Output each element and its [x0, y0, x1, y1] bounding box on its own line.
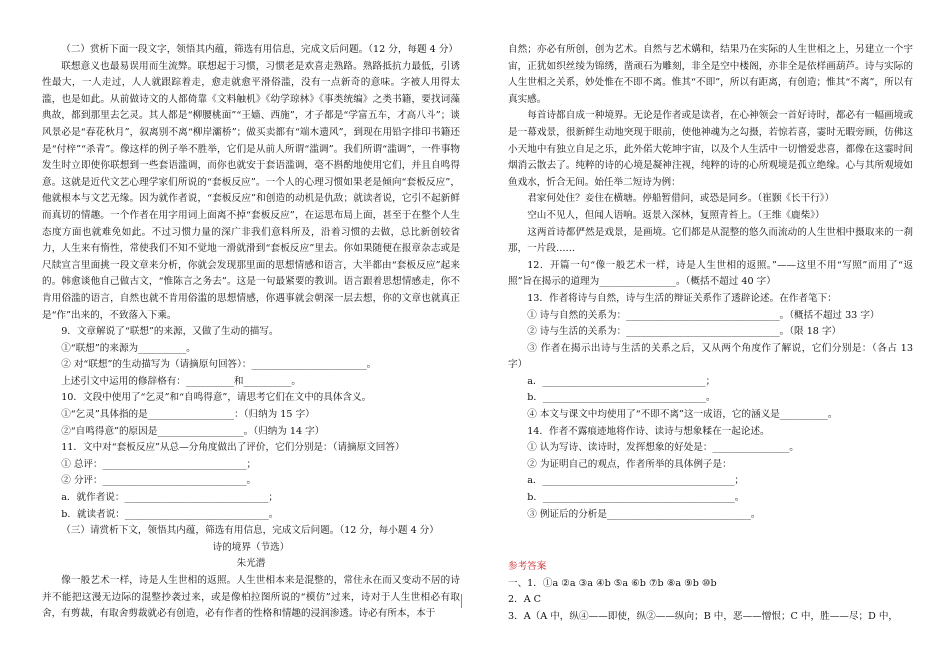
text-line: b．__________________________________。: [527, 392, 716, 404]
text-line: 14．作者不露痕迹地将作诗、读诗与想象糅在一起论述。: [527, 425, 770, 437]
text-line: ① 总评：______________________________；: [61, 458, 257, 470]
text-line: b．就读者说：______________________________。: [61, 508, 279, 520]
text-line: ① 认为写诗、读诗时，发挥想象的好处是：________________。: [527, 442, 799, 454]
text-line: a．__________________________________；: [527, 375, 716, 387]
answer-line: 2．A C: [508, 594, 542, 606]
text-line: 13．作者将诗与自然，诗与生活的辩证关系作了透辟论述。在作者笔下：: [527, 292, 837, 304]
text-line: a．就作者说：______________________________；: [61, 492, 278, 504]
answer-line: 一、1．①a ②a ③a ④b ⑤a ⑥b ⑦b ⑧a ⑨b ⑩b: [508, 577, 717, 589]
text-line: ①“乞灵”具体指的是__________________：（归纳为 15 字）: [61, 409, 315, 421]
text-line: 联想意义也最易误用而生流弊。联想起于习惯，习惯老是欢喜走熟路。熟路抵抗力最低，引诱性最大，一人走过，人人就跟踪着走，愈走就愈平滑俗滥，没有一点新奇的意味。字被人用得太滥，也是如此。从前做诗文的人都倚靠《文料触机》《幼学琼林》《事类统编》之类书籍，要找词藻典故，都到那里去乞灵。其人都是“柳腰桃面”“王嫱、西施”，才子都是“学富五车，才高八斗”；谈风景必是“春花秋月”，叙离别不离“柳岸灞桥”；做买卖都有“端木遗风”，到现在用铅字排印书籍还是“付梓”“杀青”。像这样的例子举不胜举，它们是从前人所谓“滥调”。我们所谓“滥调”，一件事物发生时立即使你联想到一些套语滥调，而你也就安于套语滥调，毫不斟酌地使用它们，并且自鸣得意。这就是近代文艺心理学家们所说的“套板反应”。一个人的心理习惯如果老是倾向“套板反应”，他就根本与文艺无缘。因为就作者说，“套板反应”和创造的动机是仇敌；就读者说，它引不起新鲜而真切的情趣。一个作者在用字用词上面离不掉“套板反应”，在运思布局上面，甚至于在整个人生态度方面也就难免如此。不过习惯力量的深广非我们意料所及，沿着习惯的去做，总比新创较省力，人生来有惰性，常使我们不知不觉地一滑就滑到“套板反应”里去。你如果随便在报章杂志或是尺牍宣言里面挑一段文章来分析，你就会发现那里面的思想情感和语言，大半都由“套板反应”起来的。韩愈谈他自己做古文，“惟陈言之务去”。这是一句最紧要的教训。语言跟着思想情感走，你不肯用俗滥的语言，自然也就不肯用俗滥的思想情感，你遇事就会朝深一层去想，你的文章也就真正是“作”出来的，不致落入下乘。: [42, 60, 460, 321]
text-line: 诗的境界（节选）: [212, 541, 290, 553]
text-line: b．________________________________________。: [527, 492, 745, 504]
text-line: ② 分评：______________________________。: [61, 475, 257, 487]
answers-title: 参考答案: [508, 561, 547, 573]
text-line: a．________________________________________；: [527, 475, 744, 487]
answer-line: 3．A（A 中，纵④——即使，纵②——纵向；B 中，恶——憎恨；C 中，胜——尽；D 中，: [508, 611, 899, 622]
text-line: 君家何处住？妾住在横塘。停船暂借问，或恐是同乡。（崔颢《长干行》）: [527, 193, 835, 205]
text-line: 自然；亦必有所创，创为艺术。自然与艺术媾和，结果乃在实际的人生世相之上，另建立一个宇宙，正犹如织丝绫为锦绣，凿顽石为雕刻，非全是空中楼阁，亦非全是依样画葫芦。诗与实际的人生世相之关系，妙处惟在不即不离。惟其“不即”，所以有距离，有创造；惟其“不离”，所以有真实感。: [508, 44, 913, 105]
column-divider: [461, 594, 462, 608]
text-line: 空山不见人，但闻人语响。返景入深林，复照青苔上。（王维《鹿柴》）: [527, 209, 825, 221]
text-line: ①“联想”的来源为__________。: [61, 342, 196, 354]
text-line: 朱光潜: [236, 558, 266, 570]
text-line: 每首诗都自成一种境界。无论是作者或是读者，在心神领会一首好诗时，都必有一幅画境或是一幕戏景，很新鲜生动地突现于眼前，使他神魂为之勾摄，若惊若喜，霎时无暇旁顾，仿佛这小天地中有独立自足之乐，此外偌大乾坤宇宙，以及个人生活中一切憎爱悲喜，都像在这霎时间烟消云散去了。纯粹的诗的心境是凝神注视，纯粹的诗的心所观境是孤立绝缘。心与其所观境如鱼戏水，忻合无间。始任举二短诗为例：: [508, 110, 913, 188]
text-line: ② 为证明自己的观点，作者所举的具体例子是：: [527, 458, 732, 470]
text-line: ① 诗与自然的关系为：________________________________。（概括不超过 33 字）: [527, 309, 880, 321]
right-column-body: [508, 42, 913, 523]
text-line: （二）赏析下面一段文字，领悟其内蕴，筛选有用信息，完成文后问题。（12 分，每题 4 分）: [61, 44, 459, 55]
text-line: 9．文章解说了“联想”的来源，又做了生动的描写。: [61, 326, 279, 338]
text-line: 11．文中对“套板反应”从总—分角度做出了评价，它们分别是：（请摘原文回答）: [61, 442, 405, 454]
answers-list: [508, 576, 913, 626]
text-line: 像一般艺术一样，诗是人生世相的返照。人生世相本来是混整的，常住永在而又变动不居的诗并不能把这漫无边际的混整抄袭过来，或是像柏拉图所说的“模仿”过来，诗对于人生世相必有取舍，有剪裁，有取舍剪裁就必有创造，必有作者的性格和情趣的浸润渗透。诗必有所本，本于: [42, 575, 460, 620]
text-line: 12．开篇一句“像一般艺术一样，诗是人生世相的返照。”——这里不用“写照”而用了“返照”旨在揭示的道理为________________。（概括不超过 40 字）: [508, 259, 913, 288]
left-column: [42, 42, 460, 623]
text-line: 上述引文中运用的修辞格有：__________和__________。: [61, 375, 302, 387]
text-line: ④ 本文与课文中均使用了“不即不离”这一成语，它的涵义是__________。: [527, 409, 838, 421]
text-line: （三）请赏析下文，领悟其内蕴，筛选有用信息，完成文后问题。（12 分，每小题 4 分）: [61, 525, 439, 537]
text-line: ② 诗与生活的关系为：________________________________。（限 18 字）: [527, 326, 842, 338]
text-line: ③ 例证后的分析是______________________________。: [527, 508, 761, 520]
text-line: 10．文段中使用了“乞灵”和“自鸣得意”，请思考它们在文中的具体含义。: [61, 392, 372, 404]
text-line: ②“自鸣得意”的原因是__________________。（归纳为 14 字）: [61, 425, 325, 437]
right-column: [508, 42, 913, 626]
text-line: 这两首诗都俨然是戏景，是画境。它们都是从混整的悠久而流动的人生世相中摄取来的一刹那，一片段……: [508, 226, 913, 255]
text-line: ② 对“联想”的生动描写为（请摘原句回答）：________________________。: [61, 359, 377, 371]
text-line: ③ 作者在揭示出诗与生活的关系之后，又从两个角度作了解说，它们分别是：（各占 13 字）: [508, 342, 913, 371]
